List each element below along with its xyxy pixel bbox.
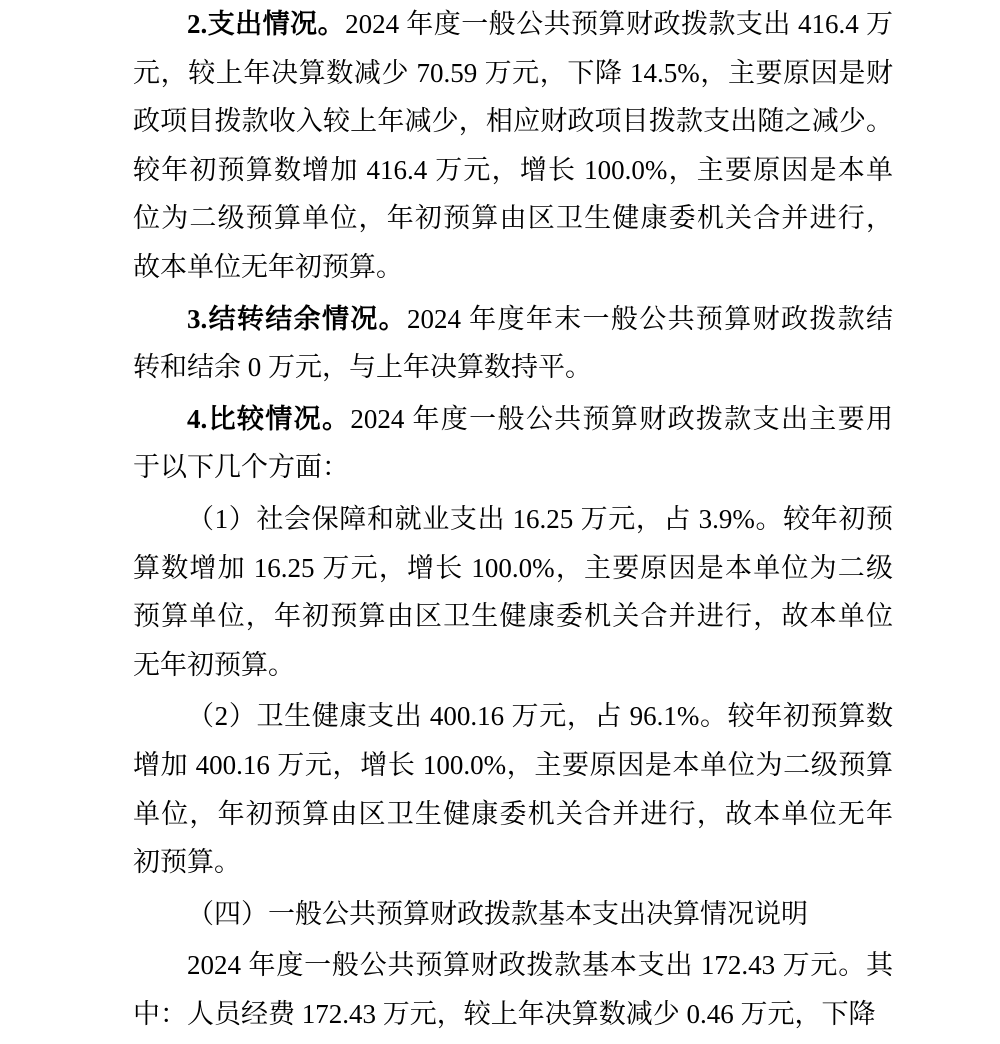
para-basic-expenditure-line-1: 2024 年度一般公共预算财政拨款基本支出 172.43 万元。其 — [187, 950, 893, 981]
para-carryover-line-1-text: 2024 年度年末一般公共预算财政拨款结 — [407, 303, 894, 334]
para-social-security-line-1: （1）社会保障和就业支出 16.25 万元，占 3.9%。较年初预 — [187, 503, 893, 534]
para-expenditure-heading: 2.支出情况。 — [187, 9, 346, 39]
para-basic-expenditure-line-2: 中：人员经费 172.43 万元，较上年决算数减少 0.46 万元，下降 — [133, 998, 876, 1029]
document-page — [133, 0, 893, 1038]
para-health-line-3: 单位，年初预算由区卫生健康委机关合并进行，故本单位无年 — [133, 798, 893, 829]
section-heading-basic-expenditure: （四）一般公共预算财政拨款基本支出决算情况说明 — [187, 898, 808, 929]
para-health-line-1: （2）卫生健康支出 400.16 万元，占 96.1%。较年初预算数 — [187, 701, 893, 732]
para-expenditure-line-3: 政项目拨款收入较上年减少，相应财政项目拨款支出随之减少。 — [133, 106, 893, 137]
para-carryover-line-2: 转和结余 0 万元，与上年决算数持平。 — [133, 352, 592, 383]
para-social-security-line-3: 预算单位，年初预算由区卫生健康委机关合并进行，故本单位 — [133, 601, 893, 632]
para-carryover-line-1 — [133, 295, 893, 344]
para-expenditure-line-2: 元，较上年决算数减少 70.59 万元，下降 14.5%，主要原因是财 — [133, 57, 893, 88]
para-comparison-line-1-text: 2024 年度一般公共预算财政拨款支出主要用 — [350, 403, 894, 434]
para-comparison-heading: 4.比较情况。 — [187, 403, 351, 434]
para-expenditure-line-1-text: 2024 年度一般公共预算财政拨款支出 416.4 万 — [345, 9, 894, 39]
para-carryover-heading: 3.结转结余情况。 — [187, 303, 408, 334]
para-expenditure-line-5: 位为二级预算单位，年初预算由区卫生健康委机关合并进行， — [133, 203, 893, 234]
para-expenditure-line-6: 故本单位无年初预算。 — [133, 251, 403, 282]
para-social-security-line-2: 算数增加 16.25 万元，增长 100.0%，主要原因是本单位为二级 — [133, 552, 893, 583]
para-health-line-2: 增加 400.16 万元，增长 100.0%，主要原因是本单位为二级预算 — [133, 749, 893, 780]
para-health-line-4: 初预算。 — [133, 847, 241, 878]
para-expenditure-line-4: 较年初预算数增加 416.4 万元，增长 100.0%，主要原因是本单 — [133, 154, 893, 185]
para-social-security-line-4: 无年初预算。 — [133, 649, 295, 680]
para-expenditure-line-1 — [133, 0, 893, 49]
para-comparison-line-1 — [133, 395, 893, 444]
para-comparison-line-2: 于以下几个方面： — [133, 452, 349, 483]
